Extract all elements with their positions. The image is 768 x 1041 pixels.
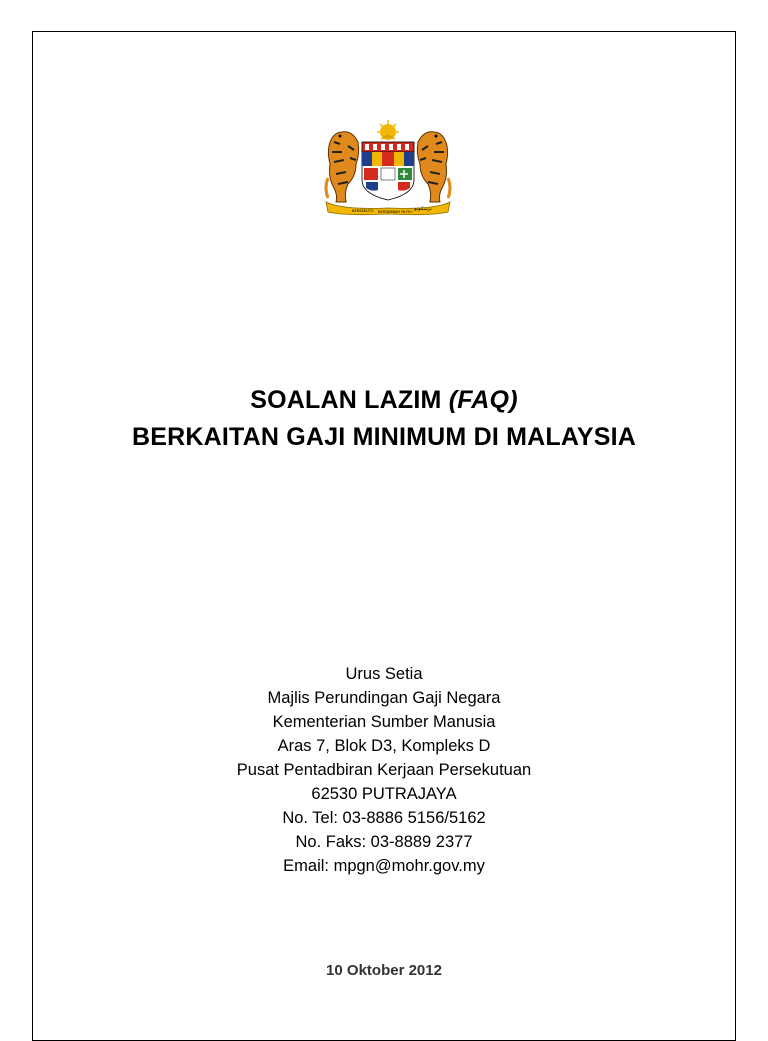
svg-text:BERSEKUTU: BERSEKUTU [352,209,374,213]
crest-star [377,120,399,140]
address-line-email: Email: mpgn@mohr.gov.my [283,857,485,875]
svg-text:BERTAMBAH MUTU: BERTAMBAH MUTU [378,210,412,214]
document-title-line1 [0,385,768,415]
address-line-ministry: Kementerian Sumber Manusia [272,713,496,731]
title-faq-emphasis: (FAQ) [448,386,518,414]
document-date: 10 Oktober 2012 [326,962,442,979]
contact-address-block [0,662,768,878]
crest-shield [362,142,414,200]
crest-right-tiger [417,132,450,202]
crest-motto-scroll [326,202,450,215]
malaysia-coat-of-arms-icon [322,118,454,216]
address-line-council: Majlis Perundingan Gaji Negara [267,689,501,707]
address-line-postcode-city: 62530 PUTRAJAYA [311,785,457,803]
address-line-floor-block: Aras 7, Blok D3, Kompleks D [277,737,491,755]
address-line-phone: No. Tel: 03-8886 5156/5162 [282,809,486,827]
title-main-text: SOALAN LAZIM [250,386,449,414]
address-line-fax: No. Faks: 03-8889 2377 [295,833,473,851]
address-line-admin-centre: Pusat Pentadbiran Kerjaan Persekutuan [236,761,532,779]
crest-left-tiger [326,132,359,202]
address-line-secretariat: Urus Setia [345,665,423,683]
document-title-line2: BERKAITAN GAJI MINIMUM DI MALAYSIA [131,423,637,451]
svg-text:ﺑﺮﺳﻜﻮﺗﻮ: ﺑﺮﺳﻜﻮﺗﻮ [414,206,432,212]
